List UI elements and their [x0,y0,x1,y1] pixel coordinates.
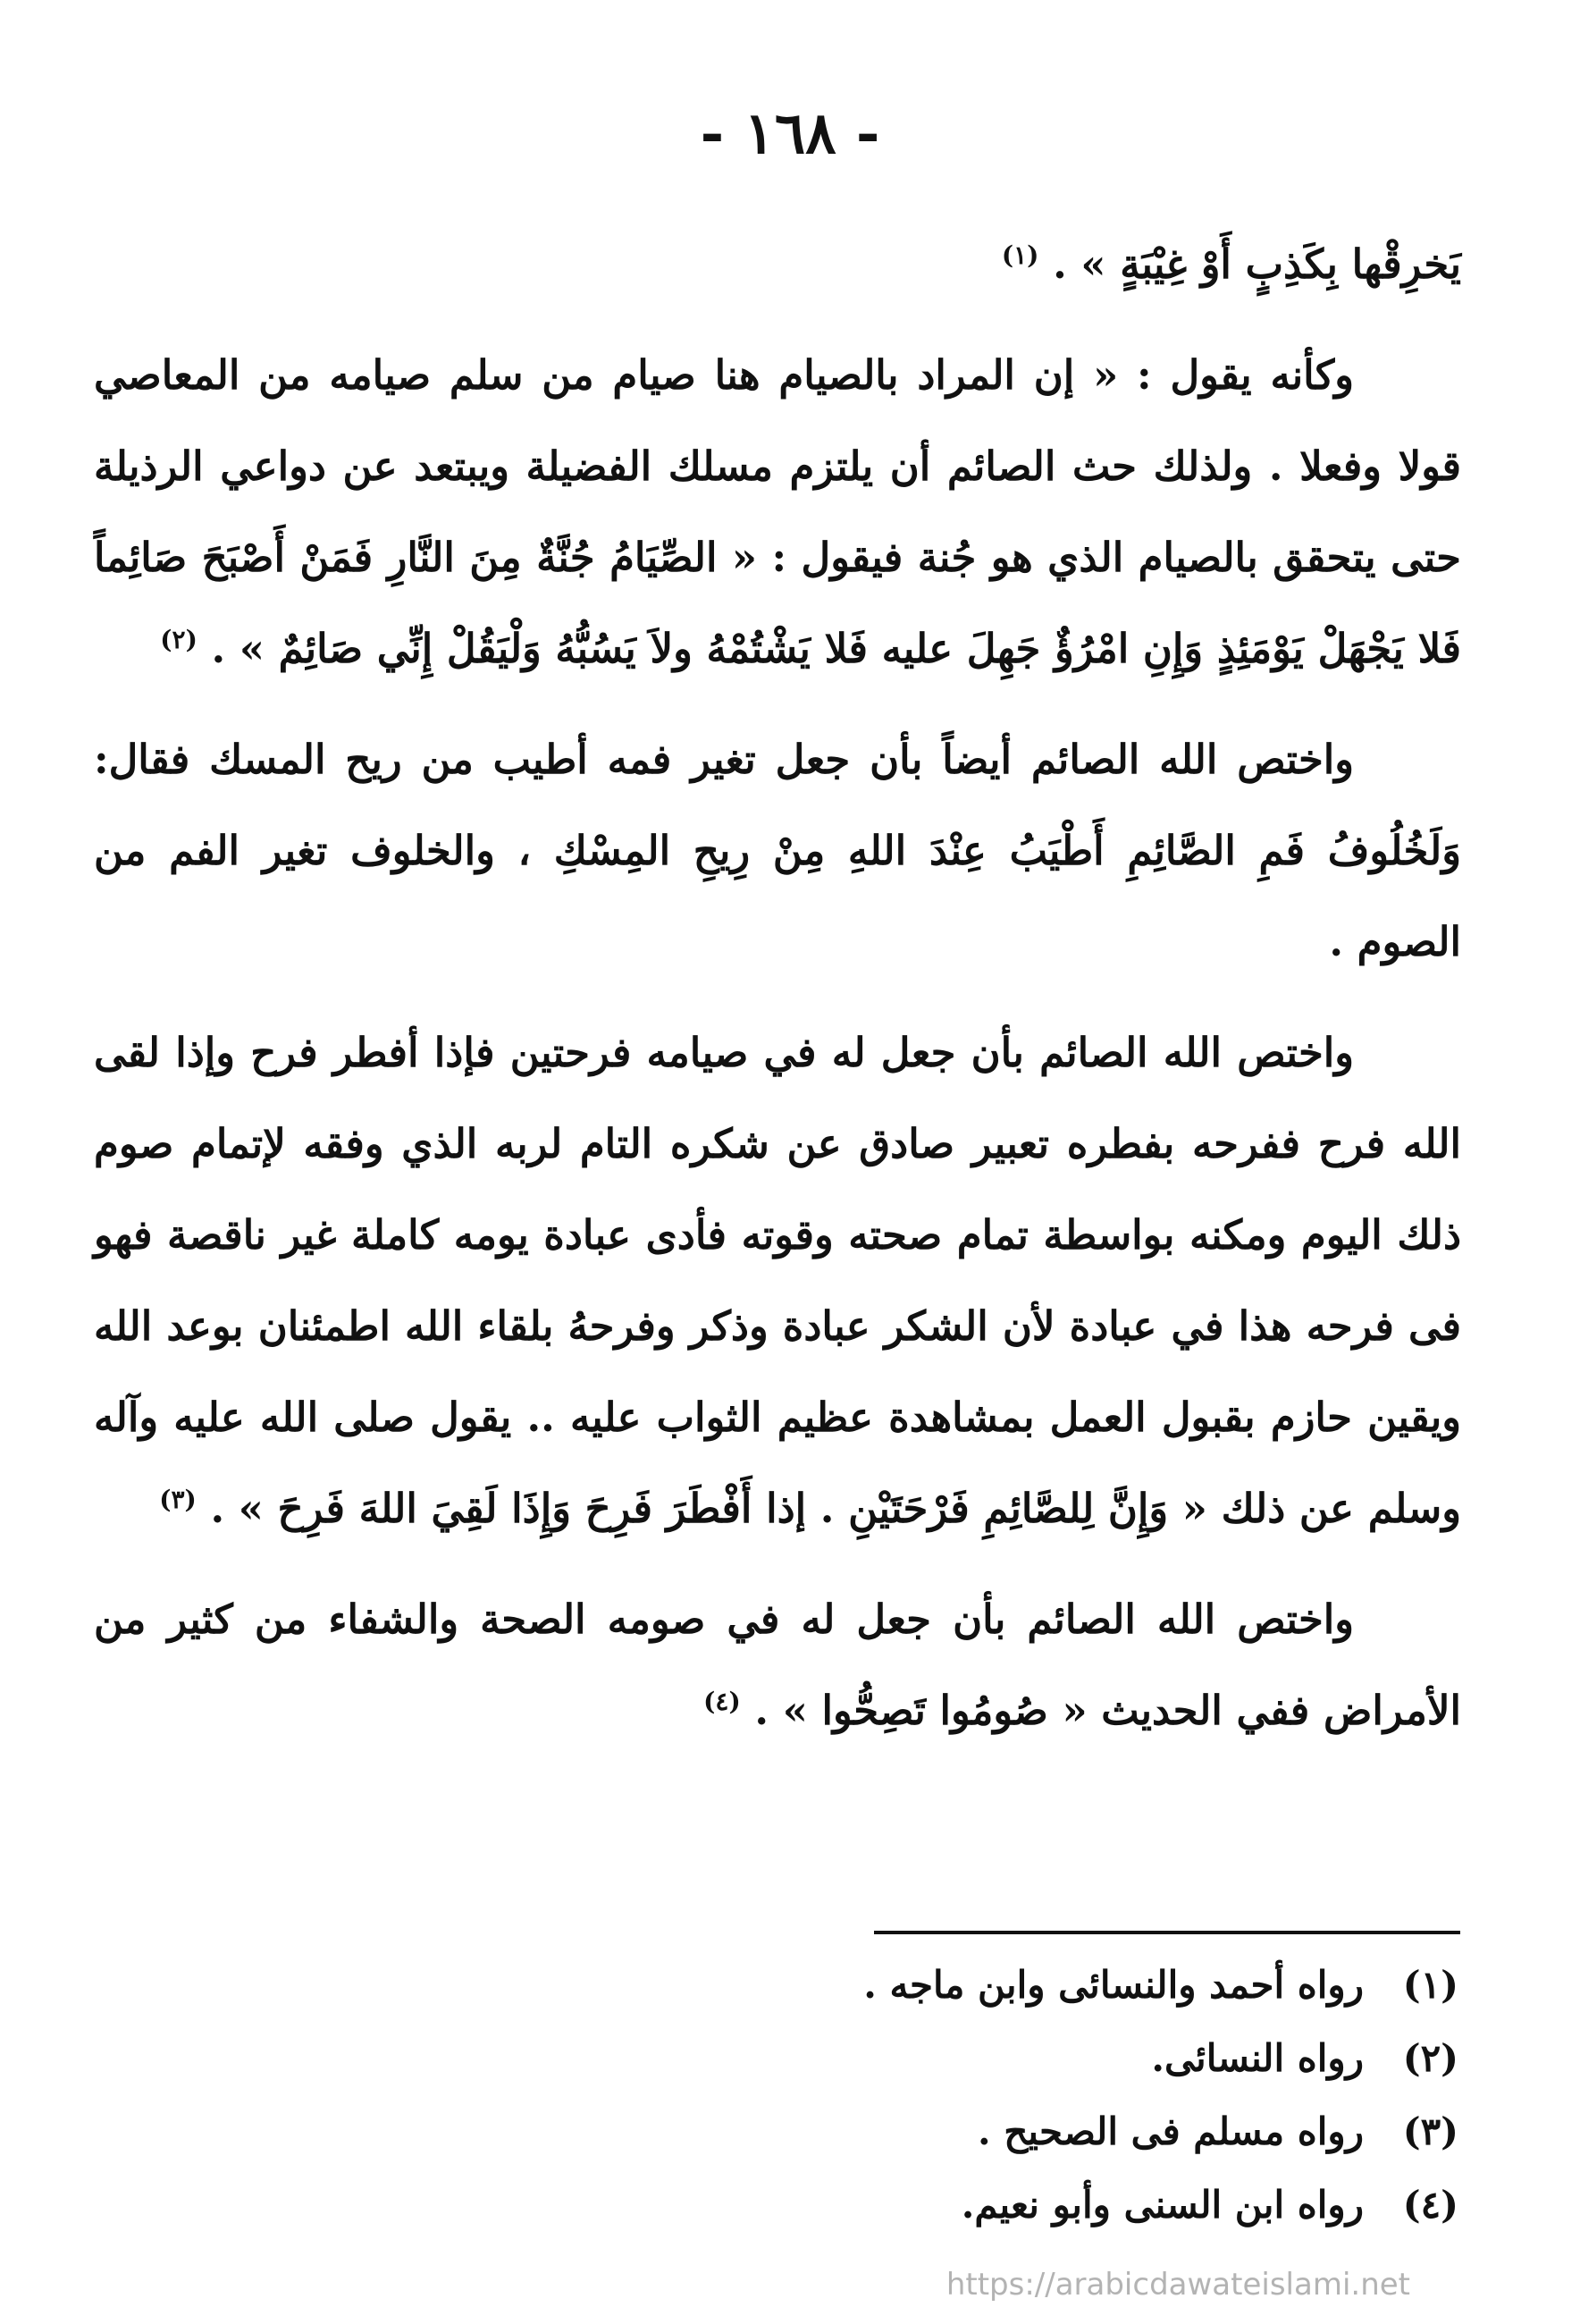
footnote-reference: (٤) [703,1687,741,1716]
footnote-text: رواه ابن السنى وأبو نعيم. [961,2183,1364,2227]
footnote [357,1949,1458,2022]
footnotes [357,1949,1458,2242]
paragraph-text: وكأنه يقول : « إن المراد بالصيام هنا صيام من سلم صيامه من المعاصي قولا وفعلا . ولذلك حث الصائم أن يلتزم مسلك الفضيلة ويبتعد عن دواعي الرذيلة حتى يتحقق بالصيام الذي هو جُنة فيقول : « الصِّيَامُ جُنَّةٌ مِنَ النَّارِ فَمَنْ أَصْبَحَ صَائِماً فَلا يَجْهَلْ يَوْمَئِذٍ وَإِنِ امْرُؤٌ جَهِلَ عليه فَلا يَشْتُمْهُ ولاَ يَسُبُّهُ وَلْيَقُلْ إِنِّي صَائِمٌ » . [94,351,1461,672]
paragraph [94,714,1461,988]
footnote-reference: (٢) [160,625,198,654]
footnote-text: رواه أحمد والنسائى وابن ماجه . [863,1963,1364,2007]
footnote-number: (٢) [1402,2036,1458,2080]
footnote-reference: (١) [1001,240,1039,270]
paragraph [94,1007,1461,1554]
paragraph-text: يَخرِقْها بِكَذِبٍ أَوْ غِيْبَةٍ » . [1053,240,1461,288]
footnote-number: (٣) [1402,2109,1458,2153]
footnote-divider [874,1931,1460,1934]
footnote-text: رواه مسلم فى الصحيح . [977,2109,1364,2153]
footnote [357,2095,1458,2168]
footnote [357,2022,1458,2095]
paragraph [94,330,1461,695]
paragraph-text: واختص الله الصائم أيضاً بأن جعل تغير فمه أطيب من ريح المسك فقال: وَلَخُلُوفُ فَمِ الصَّائِمِ أَطْيَبُ عِنْدَ اللهِ مِنْ رِيحِ المِسْكِ ، والخلوف تغير الفم من الصوم . [94,736,1461,965]
body-text [94,219,1461,1776]
paragraph [94,219,1461,310]
footnote-number: (٤) [1402,2183,1458,2227]
footnote-text: رواه النسائى. [1151,2036,1364,2080]
footnote-reference: (٣) [159,1485,197,1514]
paragraph [94,1574,1461,1756]
paragraph-text: واختص الله الصائم بأن جعل له في صومه الصحة والشفاء من كثير من الأمراض ففي الحديث « صُومُوا تَصِحُّوا » . [94,1596,1461,1734]
footnote [357,2168,1458,2242]
footnote-number: (١) [1402,1963,1458,2007]
paragraph-text: واختص الله الصائم بأن جعل له في صيامه فرحتين فإذا أفطر فرح وإذا لقى الله فرح ففرحه بفطره تعبير صادق عن شكره التام لربه الذي وفقه لإتمام صوم ذلك اليوم ومكنه بواسطة تمام صحته وقوته فأدى عبادة يومه كاملة غير ناقصة فهو فى فرحه هذا في عبادة لأن الشكر عبادة وذكر وفرحهُ بلقاء الله اطمئنان بوعد الله ويقين حازم بقبول العمل بمشاهدة عظيم الثواب عليه .. يقول صلى الله عليه وآله وسلم عن ذلك « وَإِنَّ لِلصَّائِمِ فَرْحَتَيْنِ . إذا أَفْطَرَ فَرِحَ وَإِذَا لَقِيَ اللهَ فَرِحَ » . [94,1029,1461,1532]
page-number: - ١٦٨ - [700,100,880,167]
watermark-url: https://arabicdawateislami.net [945,2267,1410,2303]
